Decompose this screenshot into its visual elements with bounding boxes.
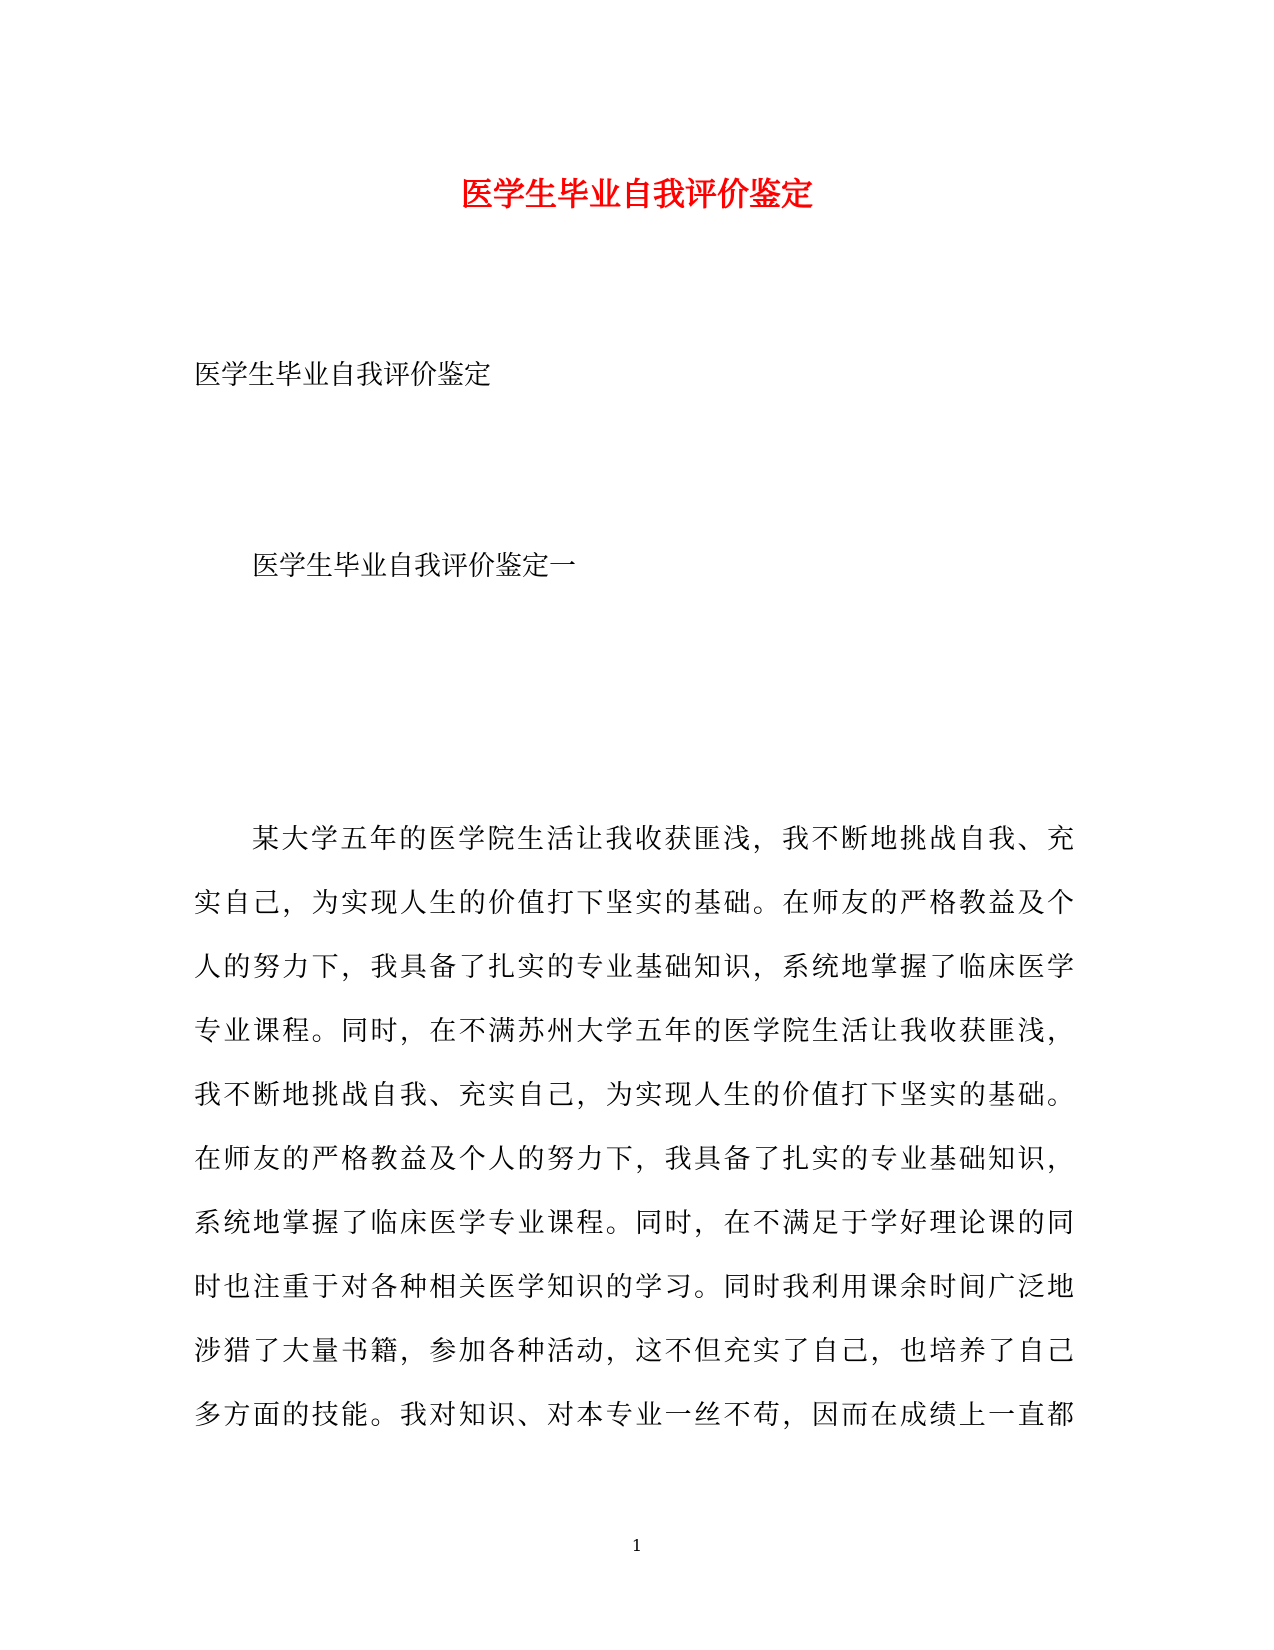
section-heading: 医学生毕业自我评价鉴定一 — [252, 551, 576, 582]
body-line: 我不断地挑战自我、充实自己，为实现人生的价值打下坚实的基础。 — [194, 1080, 1074, 1111]
document-subtitle: 医学生毕业自我评价鉴定 — [194, 360, 491, 391]
body-line: 人的努力下，我具备了扎实的专业基础知识，系统地掌握了临床医学 — [194, 952, 1074, 983]
page-number: 1 — [631, 1536, 643, 1555]
body-line: 多方面的技能。我对知识、对本专业一丝不苟，因而在成绩上一直都 — [194, 1400, 1074, 1431]
body-line: 涉猎了大量书籍，参加各种活动，这不但充实了自己，也培养了自己 — [194, 1336, 1074, 1367]
body-paragraph — [194, 808, 1074, 1448]
body-line: 某大学五年的医学院生活让我收获匪浅，我不断地挑战自我、充 — [252, 824, 1074, 855]
body-line: 时也注重于对各种相关医学知识的学习。同时我利用课余时间广泛地 — [194, 1272, 1074, 1303]
body-line: 专业课程。同时，在不满苏州大学五年的医学院生活让我收获匪浅， — [194, 1016, 1074, 1047]
body-line: 在师友的严格教益及个人的努力下，我具备了扎实的专业基础知识， — [194, 1144, 1074, 1175]
body-line: 系统地掌握了临床医学专业课程。同时，在不满足于学好理论课的同 — [194, 1208, 1074, 1239]
body-line: 实自己，为实现人生的价值打下坚实的基础。在师友的严格教益及个 — [194, 888, 1074, 919]
document-title: 医学生毕业自我评价鉴定 — [460, 175, 813, 213]
